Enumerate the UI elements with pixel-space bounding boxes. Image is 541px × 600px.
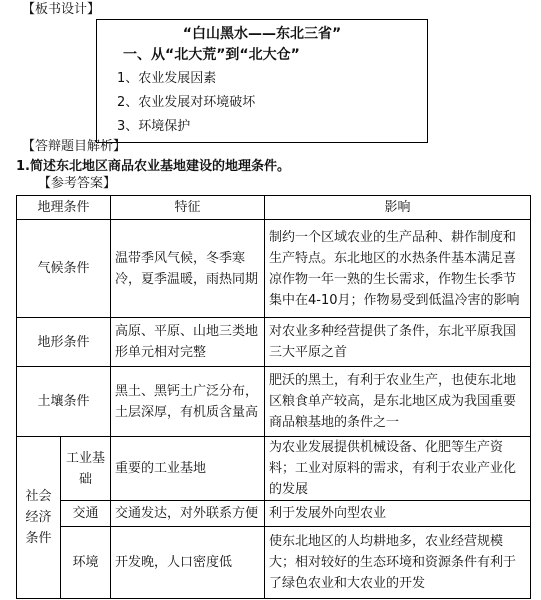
column-header-feature: 特征	[111, 196, 265, 220]
feature-cell: 温带季风气候，冬季寒冷，夏季温暖，雨热同期	[111, 220, 265, 318]
condition-cell: 土壤条件	[17, 367, 111, 437]
board-subtitle: 一、从“北大荒”到“北大仓”	[123, 47, 300, 63]
table-row	[17, 318, 531, 367]
impact-cell: 肥沃的黑土，有利于农业生产，也使东北地区粮食单产较高，是东北地区成为我国重要商品粮基地的条件之一	[265, 367, 531, 437]
board-item-3: 3、环境保护	[117, 119, 191, 134]
column-header-condition: 地理条件	[17, 196, 111, 220]
feature-cell: 交通发达，对外联系方便	[111, 501, 265, 527]
column-header-impact: 影响	[265, 196, 531, 220]
social-sub-cell: 环境	[61, 527, 111, 599]
condition-cell: 地形条件	[17, 318, 111, 367]
answer-header: 【参考答案】	[38, 176, 117, 191]
table-row	[17, 501, 531, 527]
condition-cell: 气候条件	[17, 220, 111, 318]
answer-table	[16, 195, 531, 599]
analysis-header: 【答辩题目解析】	[22, 139, 127, 154]
board-design-header: 【板书设计】	[22, 2, 101, 17]
social-sub-cell: 交通	[61, 501, 111, 527]
table-row	[17, 367, 531, 437]
table-row	[17, 220, 531, 318]
board-item-2: 2、农业发展对环境破坏	[117, 95, 256, 110]
social-economic-label: 社会经济条件	[17, 437, 61, 599]
table-row	[17, 437, 531, 501]
board-design-box	[96, 19, 428, 143]
feature-cell: 黑土、黑钙土广泛分布，土层深厚，有机质含量高	[111, 367, 265, 437]
board-title: “白山黑水——东北三省”	[182, 26, 342, 42]
impact-cell: 利于发展外向型农业	[265, 501, 531, 527]
impact-cell: 为农业发展提供机械设备、化肥等生产资料；工业对原料的需求，有利于农业产业化的发展	[265, 437, 531, 501]
feature-cell: 重要的工业基地	[111, 437, 265, 501]
table-row	[17, 527, 531, 599]
social-sub-cell: 工业基础	[61, 437, 111, 501]
board-item-1: 1、农业发展因素	[117, 71, 217, 86]
question-text: 1.简述东北地区商品农业基地建设的地理条件。	[16, 159, 290, 174]
feature-cell: 高原、平原、山地三类地形单元相对完整	[111, 318, 265, 367]
impact-cell: 制约一个区域农业的生产品种、耕作制度和生产特点。东北地区的水热条件基本满足喜凉作物一年一熟的生长需求，作物生长季节集中在4-10月；作物易受到低温冷害的影响	[265, 220, 531, 318]
impact-cell: 使东北地区的人均耕地多，农业经营规模大；相对较好的生态环境和资源条件有利于了绿色农业和大农业的开发	[265, 527, 531, 599]
table-header-row	[17, 196, 531, 220]
impact-cell: 对农业多种经营提供了条件，东北平原我国三大平原之首	[265, 318, 531, 367]
feature-cell: 开发晚，人口密度低	[111, 527, 265, 599]
